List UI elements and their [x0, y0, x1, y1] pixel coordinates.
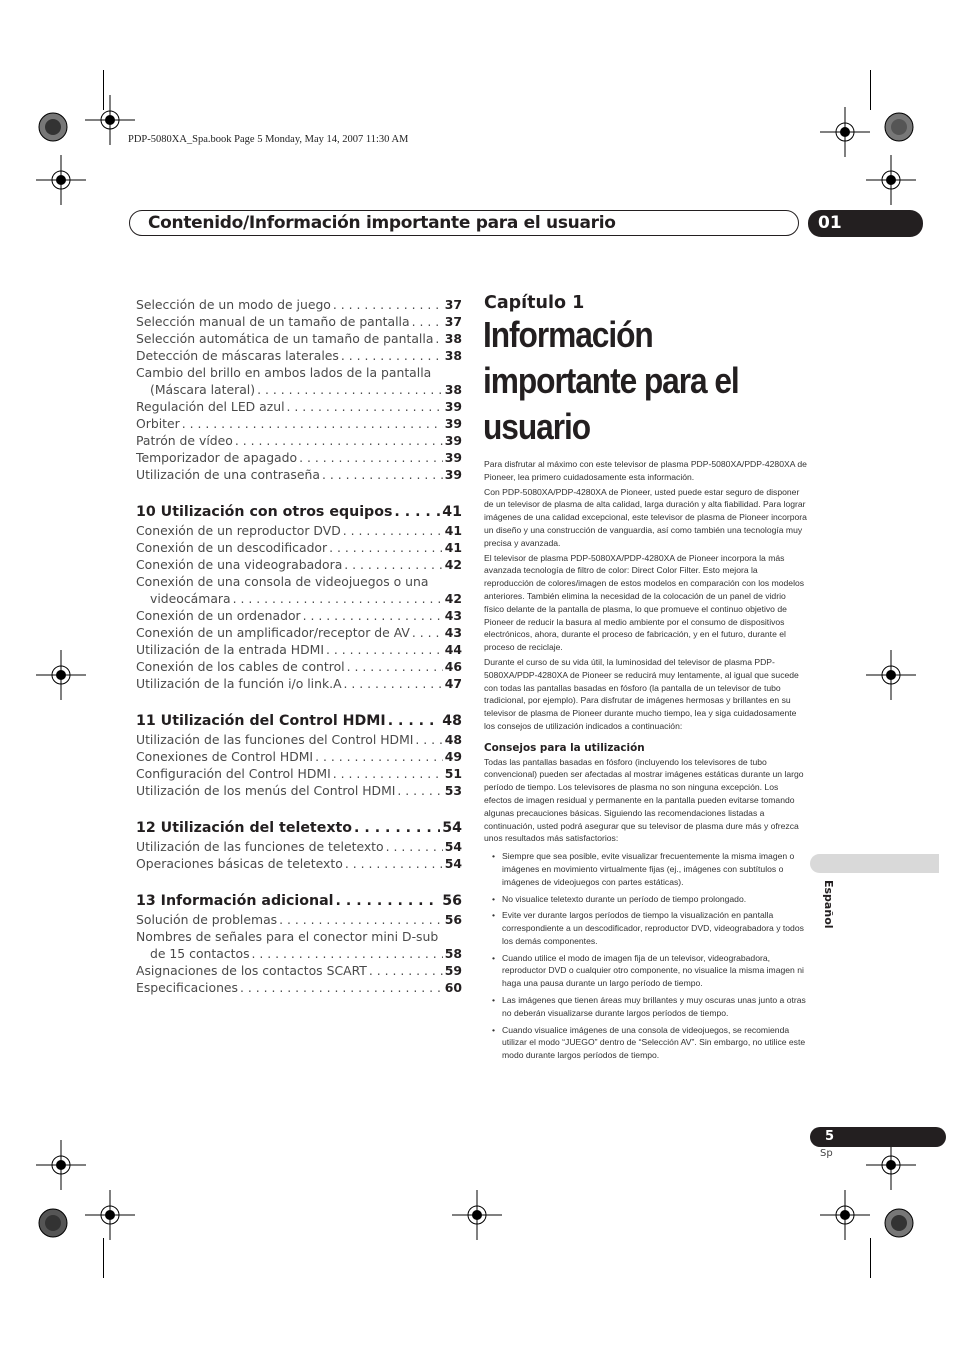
toc-page-number: 39 [444, 450, 462, 465]
crop-line [103, 1238, 104, 1278]
toc-section-heading [136, 819, 462, 837]
toc-leader-dots [233, 590, 443, 607]
toc-leader-dots [333, 296, 443, 313]
toc-entry [136, 432, 462, 449]
toc-entry-title: Conexión de un ordenador [136, 608, 301, 623]
crop-line [870, 1238, 871, 1278]
toc-entry [136, 607, 462, 624]
toc-leader-dots [333, 765, 443, 782]
toc-entry [136, 928, 462, 962]
toc-leader-dots [369, 962, 443, 979]
toc-page-number: 39 [444, 433, 462, 448]
page-number: 5 [810, 1127, 946, 1147]
toc-page-number: 48 [444, 732, 462, 747]
toc-page-number: 42 [444, 591, 462, 606]
registration-mark-right-top [866, 155, 916, 205]
registration-mark-bottom-left [85, 1190, 135, 1240]
list-item: • Cuando utilice el modo de imagen fija de un televisor, videograbadora, reproductor DVD o cualquier otro componente, no visualice la misma imagen ni haga una pausa durante un largo período de tiempo. [484, 952, 808, 990]
toc-leader-dots [347, 658, 443, 675]
toc-page-number: 38 [444, 382, 462, 397]
toc-page-number: 39 [444, 399, 462, 414]
crop-line [103, 70, 104, 110]
list-item: • No visualice teletexto durante un período de tiempo prolongado. [484, 893, 808, 906]
toc-leader-dots [235, 432, 443, 449]
toc-entry-title: Utilización de la entrada HDMI [136, 642, 325, 657]
toc-entry [136, 979, 462, 996]
toc-page-number: 43 [444, 608, 462, 623]
toc-entry [136, 449, 462, 466]
toc-entry-title: Temporizador de apagado [136, 450, 298, 465]
toc-page-number: 42 [444, 557, 462, 572]
toc-leader-dots [394, 503, 440, 521]
toc-leader-dots [240, 979, 443, 996]
toc-leader-dots [412, 313, 443, 330]
toc-leader-dots [412, 624, 443, 641]
paragraph: Para disfrutar al máximo con este televisor de plasma PDP-5080XA/PDP-4280XA de Pioneer, lea primero cuidadosamente esta información. [484, 459, 807, 482]
toc-page-number: 58 [444, 946, 462, 961]
toc-section-title: 10 Utilización con otros equipos [136, 504, 393, 520]
toc-leader-dots [415, 731, 442, 748]
registration-mark-bottom-center [452, 1190, 502, 1240]
list-item: • Evite ver durante largos períodos de tiempo la visualización en pantalla correspondiente a un descodificador, reproductor DVD, videograbadora y todos los demás componentes. [484, 909, 808, 947]
toc-entry-title: Utilización de las funciones del Control HDMI [136, 732, 414, 747]
toc-leader-dots [287, 398, 443, 415]
toc-entry-title: Conexión de una videograbadora [136, 557, 343, 572]
toc-entry-title: Utilización de una contraseña [136, 467, 320, 482]
toc-entry-title: Utilización de las funciones de teletexto [136, 839, 384, 854]
toc-leader-dots [257, 381, 443, 398]
color-target-bottom-right [884, 1208, 914, 1238]
toc-entry-title: Conexión de un amplificador/receptor de AV [136, 625, 410, 640]
toc-leader-dots [386, 838, 443, 855]
toc-entry [136, 838, 462, 855]
toc-section-title: 12 Utilización del teletexto [136, 820, 353, 836]
chapter-body [484, 458, 808, 1066]
toc-entry [136, 782, 462, 799]
tips-list [484, 850, 808, 1062]
toc-entry [136, 731, 462, 748]
toc-entry-title: Configuración del Control HDMI [136, 766, 331, 781]
toc-leader-dots [344, 675, 443, 692]
toc-entry [136, 573, 462, 607]
toc-entry [136, 556, 462, 573]
language-side-tab [810, 854, 939, 873]
toc-page-number: 41 [444, 540, 462, 555]
toc-leader-dots [345, 855, 443, 872]
toc-page-number: 46 [444, 659, 462, 674]
toc-entry [136, 347, 462, 364]
toc-page-number: 49 [444, 749, 462, 764]
toc-page-number: 47 [444, 676, 462, 691]
toc-entry-title: videocámara [150, 591, 231, 606]
toc-page-number: 39 [444, 416, 462, 431]
toc-leader-dots [252, 945, 443, 962]
toc-leader-dots [299, 449, 443, 466]
toc-entry [136, 765, 462, 782]
toc-entry-title: Operaciones básicas de teletexto [136, 856, 343, 871]
toc-entry [136, 962, 462, 979]
toc-leader-dots [388, 712, 441, 730]
toc-page-number: 60 [444, 980, 462, 995]
list-item: • Siempre que sea posible, evite visualizar frecuentemente la misma imagen o imágenes en movimiento virtualmente fijas (ej., imágenes con subtítulos o imágenes de videojuegos con partes estáticas). [484, 850, 808, 888]
toc-entry-title: Detección de máscaras laterales [136, 348, 339, 363]
toc-leader-dots [326, 641, 443, 658]
registration-mark-bottom-right [820, 1190, 870, 1240]
toc-entry-title: Asignaciones de los contactos SCART [136, 963, 367, 978]
toc-entry-title: Conexiones de Control HDMI [136, 749, 314, 764]
print-slug: PDP-5080XA_Spa.book Page 5 Monday, May 14, 2007 11:30 AM [128, 134, 409, 145]
toc-page-number: 54 [442, 820, 462, 836]
toc-entry-title: Regulación del LED azul [136, 399, 285, 414]
toc-leader-dots [303, 607, 443, 624]
toc-entry-title: Patrón de vídeo [136, 433, 233, 448]
toc-entry-title: Especificaciones [136, 980, 239, 995]
toc-leader-dots [322, 466, 443, 483]
list-item: • Cuando visualice imágenes de una consola de videojuegos, se recomienda utilizar el modo “JUEGO” dentro de “Selección AV”. Sin embargo, no utilice este modo durante largos períodos de tiempo. [484, 1024, 808, 1062]
toc-section-title: 13 Información adicional [136, 893, 334, 909]
table-of-contents [136, 296, 462, 996]
paragraph: Con PDP-5080XA/PDP-4280XA de Pioneer, usted puede estar seguro de disponer de un televisor de plasma de alta calidad, larga duración y alta fiabilidad. Para lograr imágenes de una calidad excepcional, este televisor de plasma de Pioneer incorpora un diseño y una construcción de vanguardia, así como también una tecnología muy precisa y avanzada. [484, 486, 807, 548]
tips-intro: Todas las pantallas basadas en fósforo (incluyendo los televisores de tubo convencional) pueden ser afectadas al mostrar imágenes estáticas durante un largo período de tiempo. Los televisores de plasma no son ninguna excepción. Los efectos de imagen residual y permanente en la pantalla pueden evitarse tomando algunas precauciones básicas. Siguiendo las recomendaciones listadas a continuación, usted podrá asegurar que su televisor de plasma dure más y ofrezca unos resultados más satisfactorios: [484, 756, 804, 844]
toc-entry-title: Conexión de los cables de control [136, 659, 345, 674]
toc-page-number: 51 [444, 766, 462, 781]
tips-heading: Consejos para la utilización [484, 741, 645, 754]
registration-mark-top-right [820, 107, 870, 157]
toc-leader-dots [182, 415, 443, 432]
toc-page-number: 41 [444, 523, 462, 538]
toc-entry [136, 296, 462, 313]
toc-page-number: 54 [444, 856, 462, 871]
chapter-number-badge: 01 [808, 210, 923, 237]
toc-page-number: 37 [444, 314, 462, 329]
header-title: Contenido/Información importante para el usuario [148, 213, 616, 233]
toc-page-number: 37 [444, 297, 462, 312]
toc-leader-dots [397, 782, 442, 799]
toc-entry [136, 641, 462, 658]
toc-leader-dots [435, 330, 442, 347]
toc-entry [136, 313, 462, 330]
toc-entry-title: Selección manual de un tamaño de pantalla [136, 314, 410, 329]
toc-entry [136, 748, 462, 765]
registration-mark-right-middle [866, 650, 916, 700]
toc-page-number: 56 [444, 912, 462, 927]
registration-mark-left-top [36, 155, 86, 205]
toc-page-number: 41 [442, 504, 462, 520]
toc-section-heading [136, 712, 462, 730]
toc-leader-dots [329, 539, 443, 556]
list-item: • Las imágenes que tienen áreas muy brillantes y muy oscuras unas junto a otras no deberán visualizarse durante largos períodos de tiempo. [484, 994, 808, 1020]
toc-section-heading [136, 503, 462, 521]
toc-leader-dots [336, 892, 441, 910]
registration-mark-left-bottom [36, 1140, 86, 1190]
toc-entry [136, 522, 462, 539]
toc-page-number: 48 [442, 713, 462, 729]
toc-leader-dots [344, 556, 442, 573]
toc-entry-title: Utilización de los menús del Control HDMI [136, 783, 396, 798]
toc-leader-dots [315, 748, 443, 765]
toc-entry-title: (Máscara lateral) [150, 382, 256, 397]
toc-page-number: 39 [444, 467, 462, 482]
toc-entry [136, 911, 462, 928]
registration-mark-right-bottom [866, 1140, 916, 1190]
color-target-top-left [38, 112, 68, 142]
toc-entry-title: de 15 contactos [150, 946, 250, 961]
toc-entry-title-line: Conexión de una consola de videojuegos o una [136, 574, 429, 589]
toc-page-number: 53 [444, 783, 462, 798]
toc-page-number: 54 [444, 839, 462, 854]
color-target-top-right [884, 112, 914, 142]
toc-entry-title: Orbiter [136, 416, 180, 431]
chapter-title: Información importante para el usuario [483, 314, 739, 447]
toc-page-number: 59 [444, 963, 462, 978]
toc-entry [136, 675, 462, 692]
toc-entry [136, 658, 462, 675]
toc-entry [136, 539, 462, 556]
toc-entry [136, 415, 462, 432]
toc-leader-dots [343, 522, 443, 539]
toc-entry [136, 466, 462, 483]
toc-entry-title-line: Nombres de señales para el conector mini D-sub [136, 929, 439, 944]
toc-leader-dots [279, 911, 443, 928]
toc-entry-title: Utilización de la función i/o link.A [136, 676, 342, 691]
paragraph: Durante el curso de su vida útil, la luminosidad del televisor de plasma PDP-5080XA/PDP-4280XA de Pioneer se reducirá muy lentamente, al igual que sucede con todas las pantallas basadas en fósforo (la pantalla de un televisor de tubo tradicional, por ejemplo). Para disfrutar de imágenes hermosas y brillantes en su televisor de plasma de Pioneer durante mucho tiempo, lea y siga cuidadosamente los consejos de utilización indicados a continuación: [484, 656, 799, 731]
toc-entry [136, 364, 462, 398]
toc-section-heading [136, 892, 462, 910]
toc-entry [136, 330, 462, 347]
toc-entry [136, 398, 462, 415]
toc-entry-title: Solución de problemas [136, 912, 278, 927]
toc-page-number: 43 [444, 625, 462, 640]
toc-page-number: 44 [444, 642, 462, 657]
toc-entry [136, 855, 462, 872]
toc-entry-title: Conexión de un reproductor DVD [136, 523, 341, 538]
toc-entry-title: Selección de un modo de juego [136, 297, 331, 312]
color-target-bottom-left [38, 1208, 68, 1238]
paragraph: El televisor de plasma PDP-5080XA/PDP-4280XA de Pioneer incorpora la más avanzada tecnología de filtro de color: Direct Color Filter. Esto mejora la reproducción de colores/imagen de estos modelos en comparación con los modelos anteriores. También elimina la necesidad de la colocación de un panel de vidrio físico delante de la pantalla de plasma, lo que promueve el continuo objetivo de Pioneer de reducir la basura al medio ambiente por el consumo de dispositivos electrónicos, ahora, durante el proceso de fabricación, y en el futuro, durante el proceso de reciclaje. [484, 552, 805, 653]
toc-entry-title-line: Cambio del brillo en ambos lados de la pantalla [136, 365, 432, 380]
chapter-label: Capítulo 1 [484, 293, 585, 313]
toc-page-number: 38 [444, 348, 462, 363]
toc-leader-dots [354, 819, 440, 837]
toc-page-number: 38 [444, 331, 462, 346]
toc-entry-title: Conexión de un descodificador [136, 540, 328, 555]
toc-page-number: 56 [442, 893, 462, 909]
crop-line [870, 70, 871, 110]
toc-entry-title: Selección automática de un tamaño de pantalla [136, 331, 434, 346]
toc-leader-dots [341, 347, 443, 364]
page-language-code: Sp [820, 1148, 833, 1159]
toc-entry [136, 624, 462, 641]
language-label: Español [822, 880, 835, 929]
toc-section-title: 11 Utilización del Control HDMI [136, 713, 386, 729]
registration-mark-left-middle [36, 650, 86, 700]
